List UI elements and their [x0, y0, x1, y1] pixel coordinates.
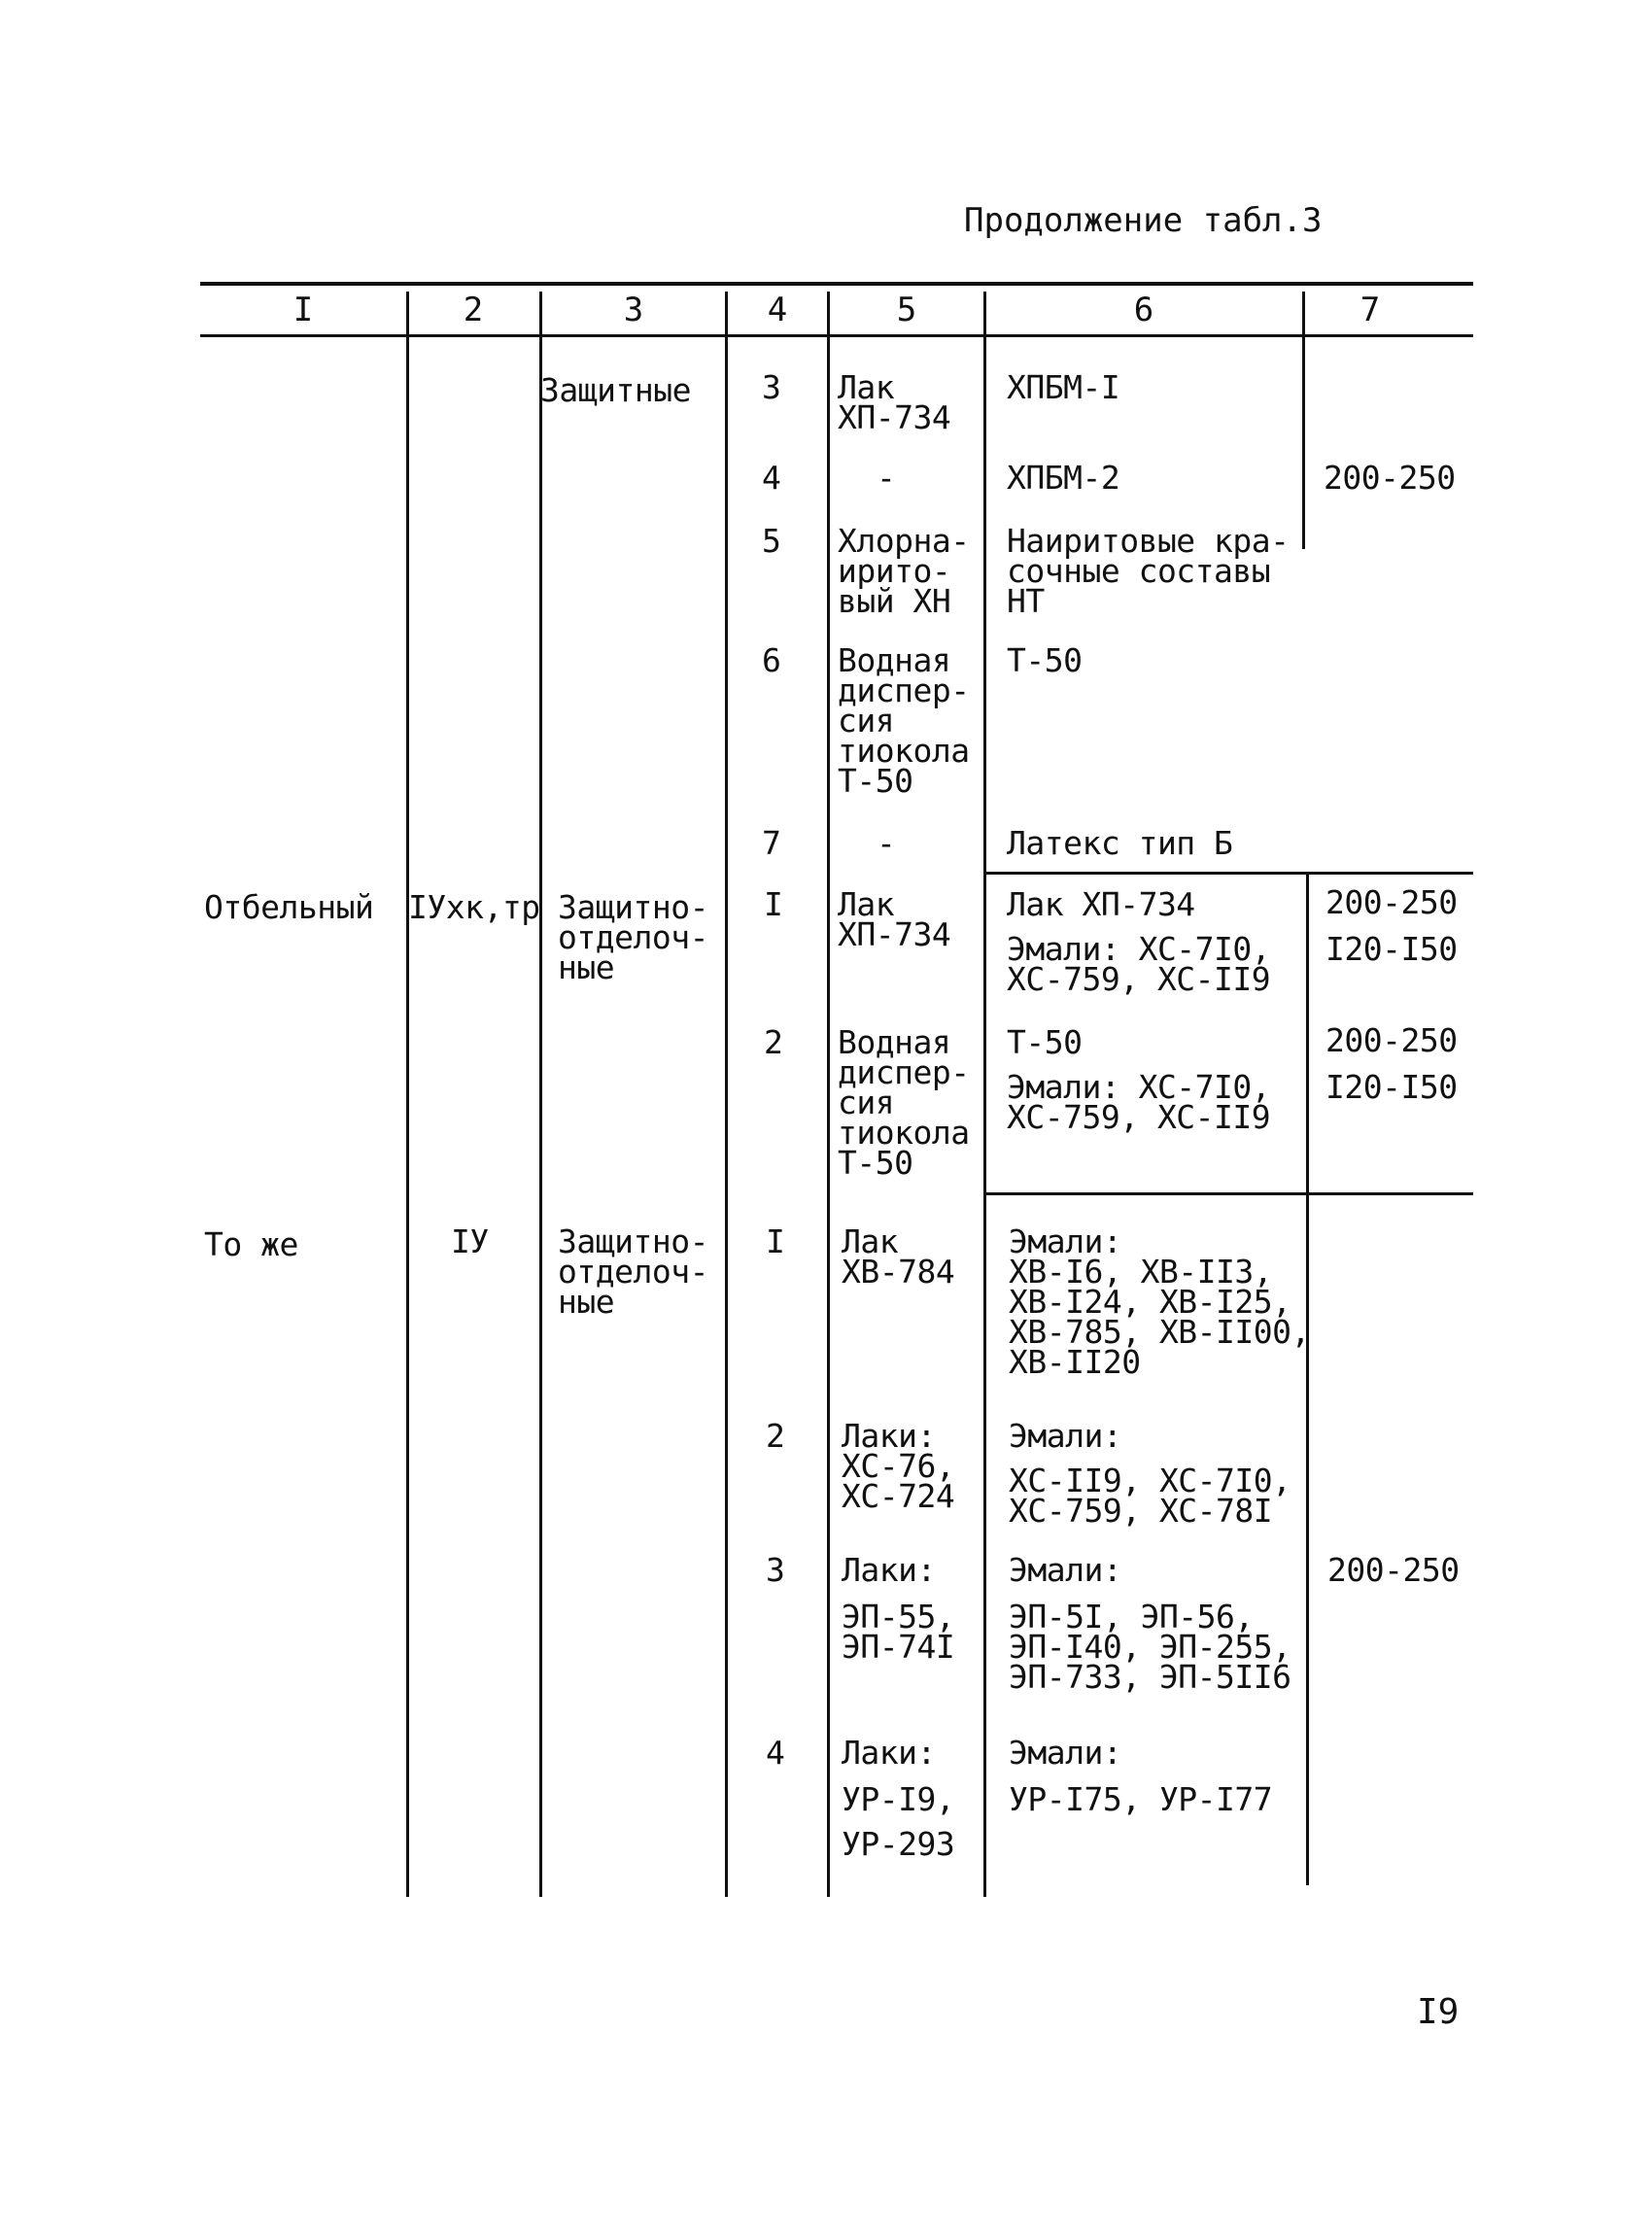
primer-cell: УР-I9,	[842, 1780, 955, 1818]
primer-cell: Лаки:	[842, 1734, 936, 1772]
layer-number: 4	[762, 459, 781, 497]
primer-cell: ЭП-55, ЭП-74I	[842, 1598, 955, 1666]
cover-cell: ЭП-5I, ЭП-56, ЭП-I40, ЭП-255, ЭП-733, ЭП-5II6	[1009, 1598, 1291, 1696]
cover-cell: Эмали:	[1009, 1417, 1122, 1455]
primer-cell: Лак ХП-734	[838, 885, 951, 953]
cover-cell: Эмали:	[1009, 1734, 1122, 1772]
thickness-cell: I20-I50	[1325, 930, 1458, 968]
protection-type: Защитные	[540, 371, 691, 409]
row-separator-1	[983, 872, 1473, 875]
cover-cell: ХПБМ-2	[1007, 459, 1120, 497]
primer-cell: -	[877, 824, 896, 862]
layer-number: 7	[762, 824, 781, 862]
col-header-7: 7	[1359, 291, 1381, 329]
protection-type: Защитно- отделоч- ные	[558, 888, 708, 986]
aggressiveness-group: IУхк,тр	[408, 888, 540, 926]
protection-type: Защитно- отделоч- ные	[558, 1222, 708, 1321]
layer-number: I	[764, 885, 783, 923]
col-divider-5	[827, 292, 830, 1897]
col-header-3: 3	[623, 291, 644, 329]
layer-number: 3	[766, 1551, 785, 1589]
primer-cell: УР-293	[842, 1825, 955, 1863]
primer-cell: -	[877, 459, 896, 497]
thickness-cell: 200-250	[1327, 1551, 1460, 1589]
thickness-cell: I20-I50	[1325, 1068, 1458, 1106]
cover-cell: Эмали: ХВ-I6, ХВ-II3, ХВ-I24, ХВ-I25, ХВ-785, ХВ-II00, ХВ-II20	[1009, 1222, 1310, 1381]
row-separator-2	[983, 1192, 1473, 1195]
primer-cell: ХС-76, ХС-724	[842, 1447, 955, 1515]
cover-cell: Эмали:	[1009, 1551, 1122, 1589]
cover-cell: Эмали: ХС-7I0, ХС-759, ХС-II9	[1007, 1068, 1271, 1136]
col-header-2: 2	[463, 291, 484, 329]
col-header-1: I	[293, 291, 314, 329]
cover-cell: Наиритовые кра- сочные составы НТ	[1007, 522, 1290, 620]
col-divider-7-bottom	[1306, 875, 1309, 1885]
primer-cell: Водная диспер- сия тиокола Т-50	[838, 641, 970, 800]
primer-cell: Лак ХП-734	[838, 368, 951, 436]
cover-cell: Лак ХП-734	[1007, 885, 1195, 923]
col-divider-4	[725, 292, 728, 1897]
header-top-rule	[200, 282, 1473, 286]
layer-number: 2	[766, 1417, 785, 1455]
thickness-cell: 200-250	[1325, 1021, 1458, 1059]
layer-number: 5	[762, 522, 781, 560]
aggressiveness-group: IУ	[451, 1222, 489, 1260]
cover-cell: Эмали: ХС-7I0, ХС-759, ХС-II9	[1007, 930, 1271, 998]
table-caption: Продолжение табл.3	[964, 201, 1323, 240]
primer-cell: Хлорна- ирито- вый ХН	[838, 522, 970, 620]
cover-cell: Т-50	[1007, 1023, 1083, 1061]
col-divider-2	[406, 292, 409, 1897]
object-name: То же	[204, 1225, 298, 1263]
layer-number: 4	[766, 1734, 785, 1772]
col-header-5: 5	[896, 291, 917, 329]
col-divider-3	[539, 292, 542, 1897]
thickness-cell: 200-250	[1324, 459, 1456, 497]
layer-number: 6	[762, 641, 781, 679]
layer-number: 2	[764, 1023, 783, 1061]
primer-cell: Лаки:	[842, 1551, 936, 1589]
layer-number: 3	[762, 368, 781, 406]
header-bottom-rule	[200, 334, 1473, 337]
cover-cell: УР-I75, УР-I77	[1009, 1780, 1273, 1818]
cover-cell: Латекс тип Б	[1007, 824, 1233, 862]
page-number: I9	[1417, 1992, 1460, 2032]
col-divider-6	[983, 292, 986, 1897]
object-name: Отбельный	[204, 888, 374, 926]
cover-cell: ХПБМ-I	[1007, 368, 1120, 406]
primer-cell: Лак ХВ-784	[842, 1222, 955, 1291]
col-header-6: 6	[1133, 291, 1154, 329]
thickness-cell: 200-250	[1325, 883, 1458, 921]
cover-cell: Т-50	[1007, 641, 1083, 679]
primer-cell: Водная диспер- сия тиокола Т-50	[838, 1023, 970, 1182]
col-header-4: 4	[767, 291, 788, 329]
cover-cell: ХС-II9, ХС-7I0, ХС-759, ХС-78I	[1009, 1462, 1291, 1530]
primer-cell: Лаки:	[842, 1417, 936, 1455]
layer-number: I	[766, 1222, 785, 1260]
col-divider-7-top	[1302, 292, 1305, 549]
